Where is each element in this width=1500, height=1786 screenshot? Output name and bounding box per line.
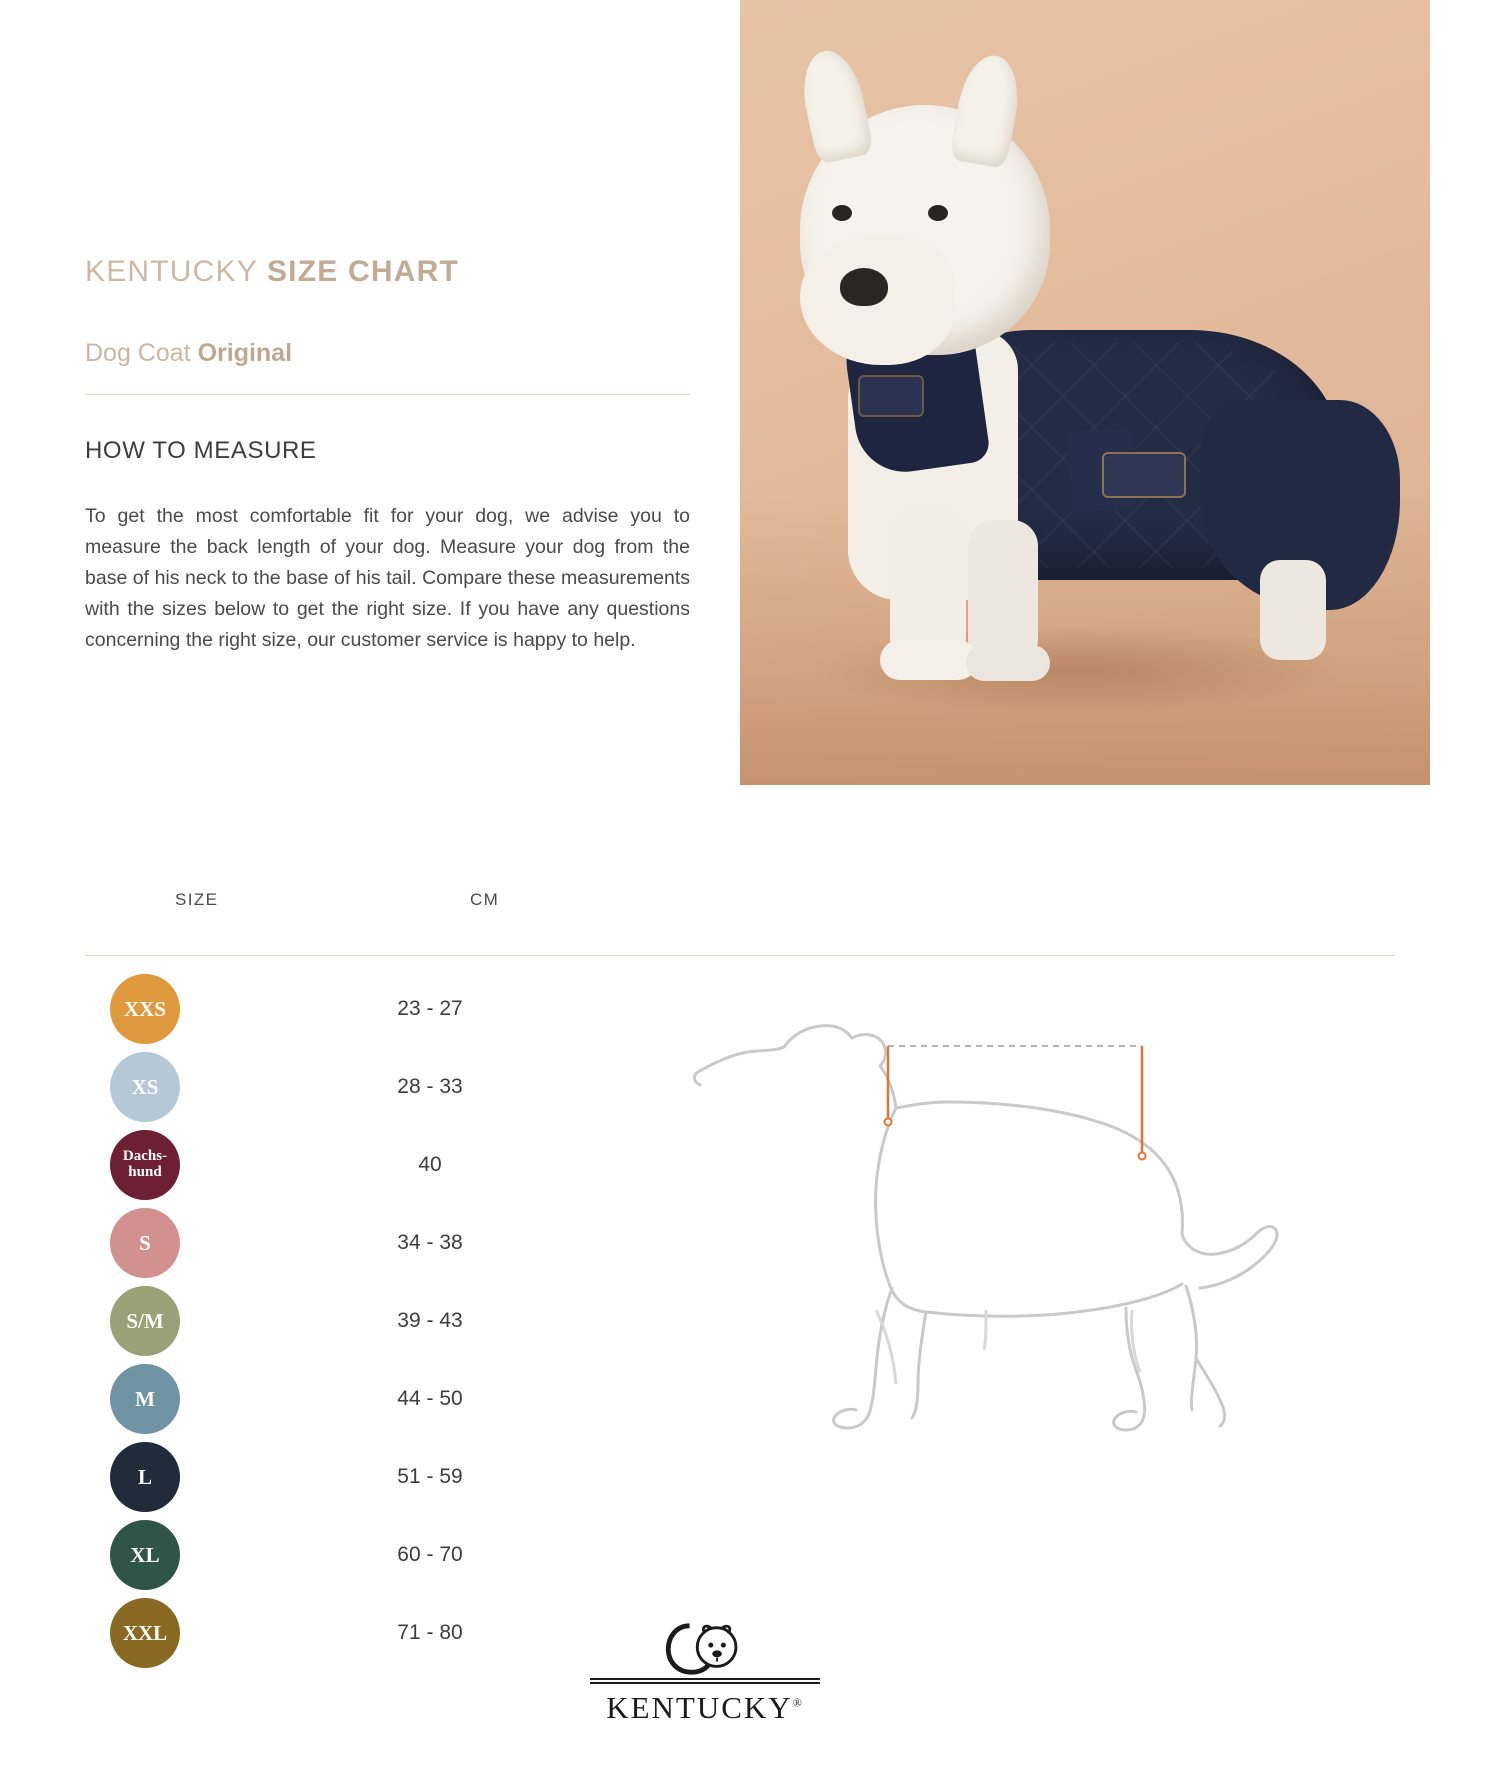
product-subtitle	[85, 339, 690, 368]
size-table	[0, 880, 1400, 1645]
size-badge-cell	[0, 1130, 290, 1200]
size-badge-cell	[0, 1208, 290, 1278]
logo-word-text: KENTUCKY	[606, 1690, 793, 1725]
dog-eye-right	[928, 205, 948, 221]
size-badge: M	[110, 1364, 180, 1434]
logo-dog-head-icon	[697, 1626, 736, 1666]
size-cm-value: 51 - 59	[397, 1465, 463, 1488]
size-cm-value: 60 - 70	[397, 1543, 463, 1566]
dog-outline-path	[694, 1026, 1277, 1430]
dog-outline-svg	[680, 1010, 1300, 1470]
dog-paw-right	[966, 645, 1050, 681]
size-badge-cell	[0, 1520, 290, 1590]
how-to-measure-body: To get the most comfortable fit for your dog, we advise you to measure the back length of your dog. Measure your dog from the base of his neck to the base of his tail. Compare these measurements with the sizes below to get the right size. If you have any questions concerning the right size, our customer service is happy to help.	[85, 505, 690, 651]
table-row	[0, 970, 700, 1048]
size-badge: XS	[110, 1052, 180, 1122]
logo-registered-mark: ®	[792, 1695, 804, 1710]
table-header-divider	[85, 955, 1395, 956]
table-row	[0, 1048, 700, 1126]
coat-label-patch-collar	[858, 375, 924, 417]
dog-eye-left	[832, 205, 852, 221]
page-title	[85, 255, 690, 289]
size-badge-cell	[0, 1598, 290, 1668]
size-badge: S/M	[110, 1286, 180, 1356]
size-badge-cell	[0, 974, 290, 1044]
dog-photo-illustration	[740, 0, 1430, 785]
size-badge: XXS	[110, 974, 180, 1044]
kentucky-logo	[590, 1620, 820, 1726]
table-row	[0, 1438, 700, 1516]
product-name: Original	[197, 339, 293, 367]
size-cm-value: 28 - 33	[397, 1075, 463, 1098]
table-body	[0, 970, 700, 1672]
size-badge: XXL	[110, 1598, 180, 1668]
dog-front-leg-left	[890, 500, 966, 660]
logo-divider-bar	[590, 1678, 820, 1684]
size-badge-cell	[0, 1364, 290, 1434]
size-cm-value: 39 - 43	[397, 1309, 463, 1332]
size-badge-cell	[0, 1052, 290, 1122]
size-cm-value: 71 - 80	[397, 1621, 463, 1644]
logo-dog-icon	[645, 1620, 765, 1678]
dog-front-leg-right	[968, 520, 1038, 660]
dog-back-leg	[1260, 560, 1326, 660]
size-cm-value: 23 - 27	[397, 997, 463, 1020]
title-divider	[85, 394, 690, 395]
table-row	[0, 1282, 700, 1360]
table-row	[0, 1204, 700, 1282]
size-badge-cell	[0, 1286, 290, 1356]
size-badge: Dachs- hund	[110, 1130, 180, 1200]
table-row	[0, 1360, 700, 1438]
column-header-size: SIZE	[175, 890, 219, 909]
product-prefix: Dog Coat	[85, 339, 191, 367]
how-to-measure-heading: HOW TO MEASURE	[85, 437, 317, 464]
brand-name: KENTUCKY	[85, 255, 258, 288]
size-badge: S	[110, 1208, 180, 1278]
size-badge: XL	[110, 1520, 180, 1590]
dog-ear-left	[795, 45, 875, 165]
column-header-cm: CM	[470, 890, 500, 909]
coat-leather-logo-patch	[1102, 452, 1186, 498]
page-title-bold: SIZE CHART	[266, 255, 459, 288]
table-row	[0, 1516, 700, 1594]
size-cm-value: 40	[418, 1153, 442, 1176]
title-block	[85, 255, 690, 656]
dog-coat-photo	[740, 0, 1430, 785]
measurement-diagram	[680, 1010, 1300, 1470]
dog-outline-shading	[876, 1310, 1140, 1384]
dog-paw-left	[880, 640, 978, 680]
size-cm-value: 44 - 50	[397, 1387, 463, 1410]
dog-nose	[840, 268, 888, 306]
size-cm-value: 34 - 38	[397, 1231, 463, 1254]
logo-wordmark	[590, 1690, 820, 1726]
table-row	[0, 1126, 700, 1204]
logo-dog-mark	[590, 1620, 820, 1676]
hero-section	[0, 0, 1500, 790]
size-badge: L	[110, 1442, 180, 1512]
size-badge-cell	[0, 1442, 290, 1512]
table-header-row	[0, 880, 1400, 940]
